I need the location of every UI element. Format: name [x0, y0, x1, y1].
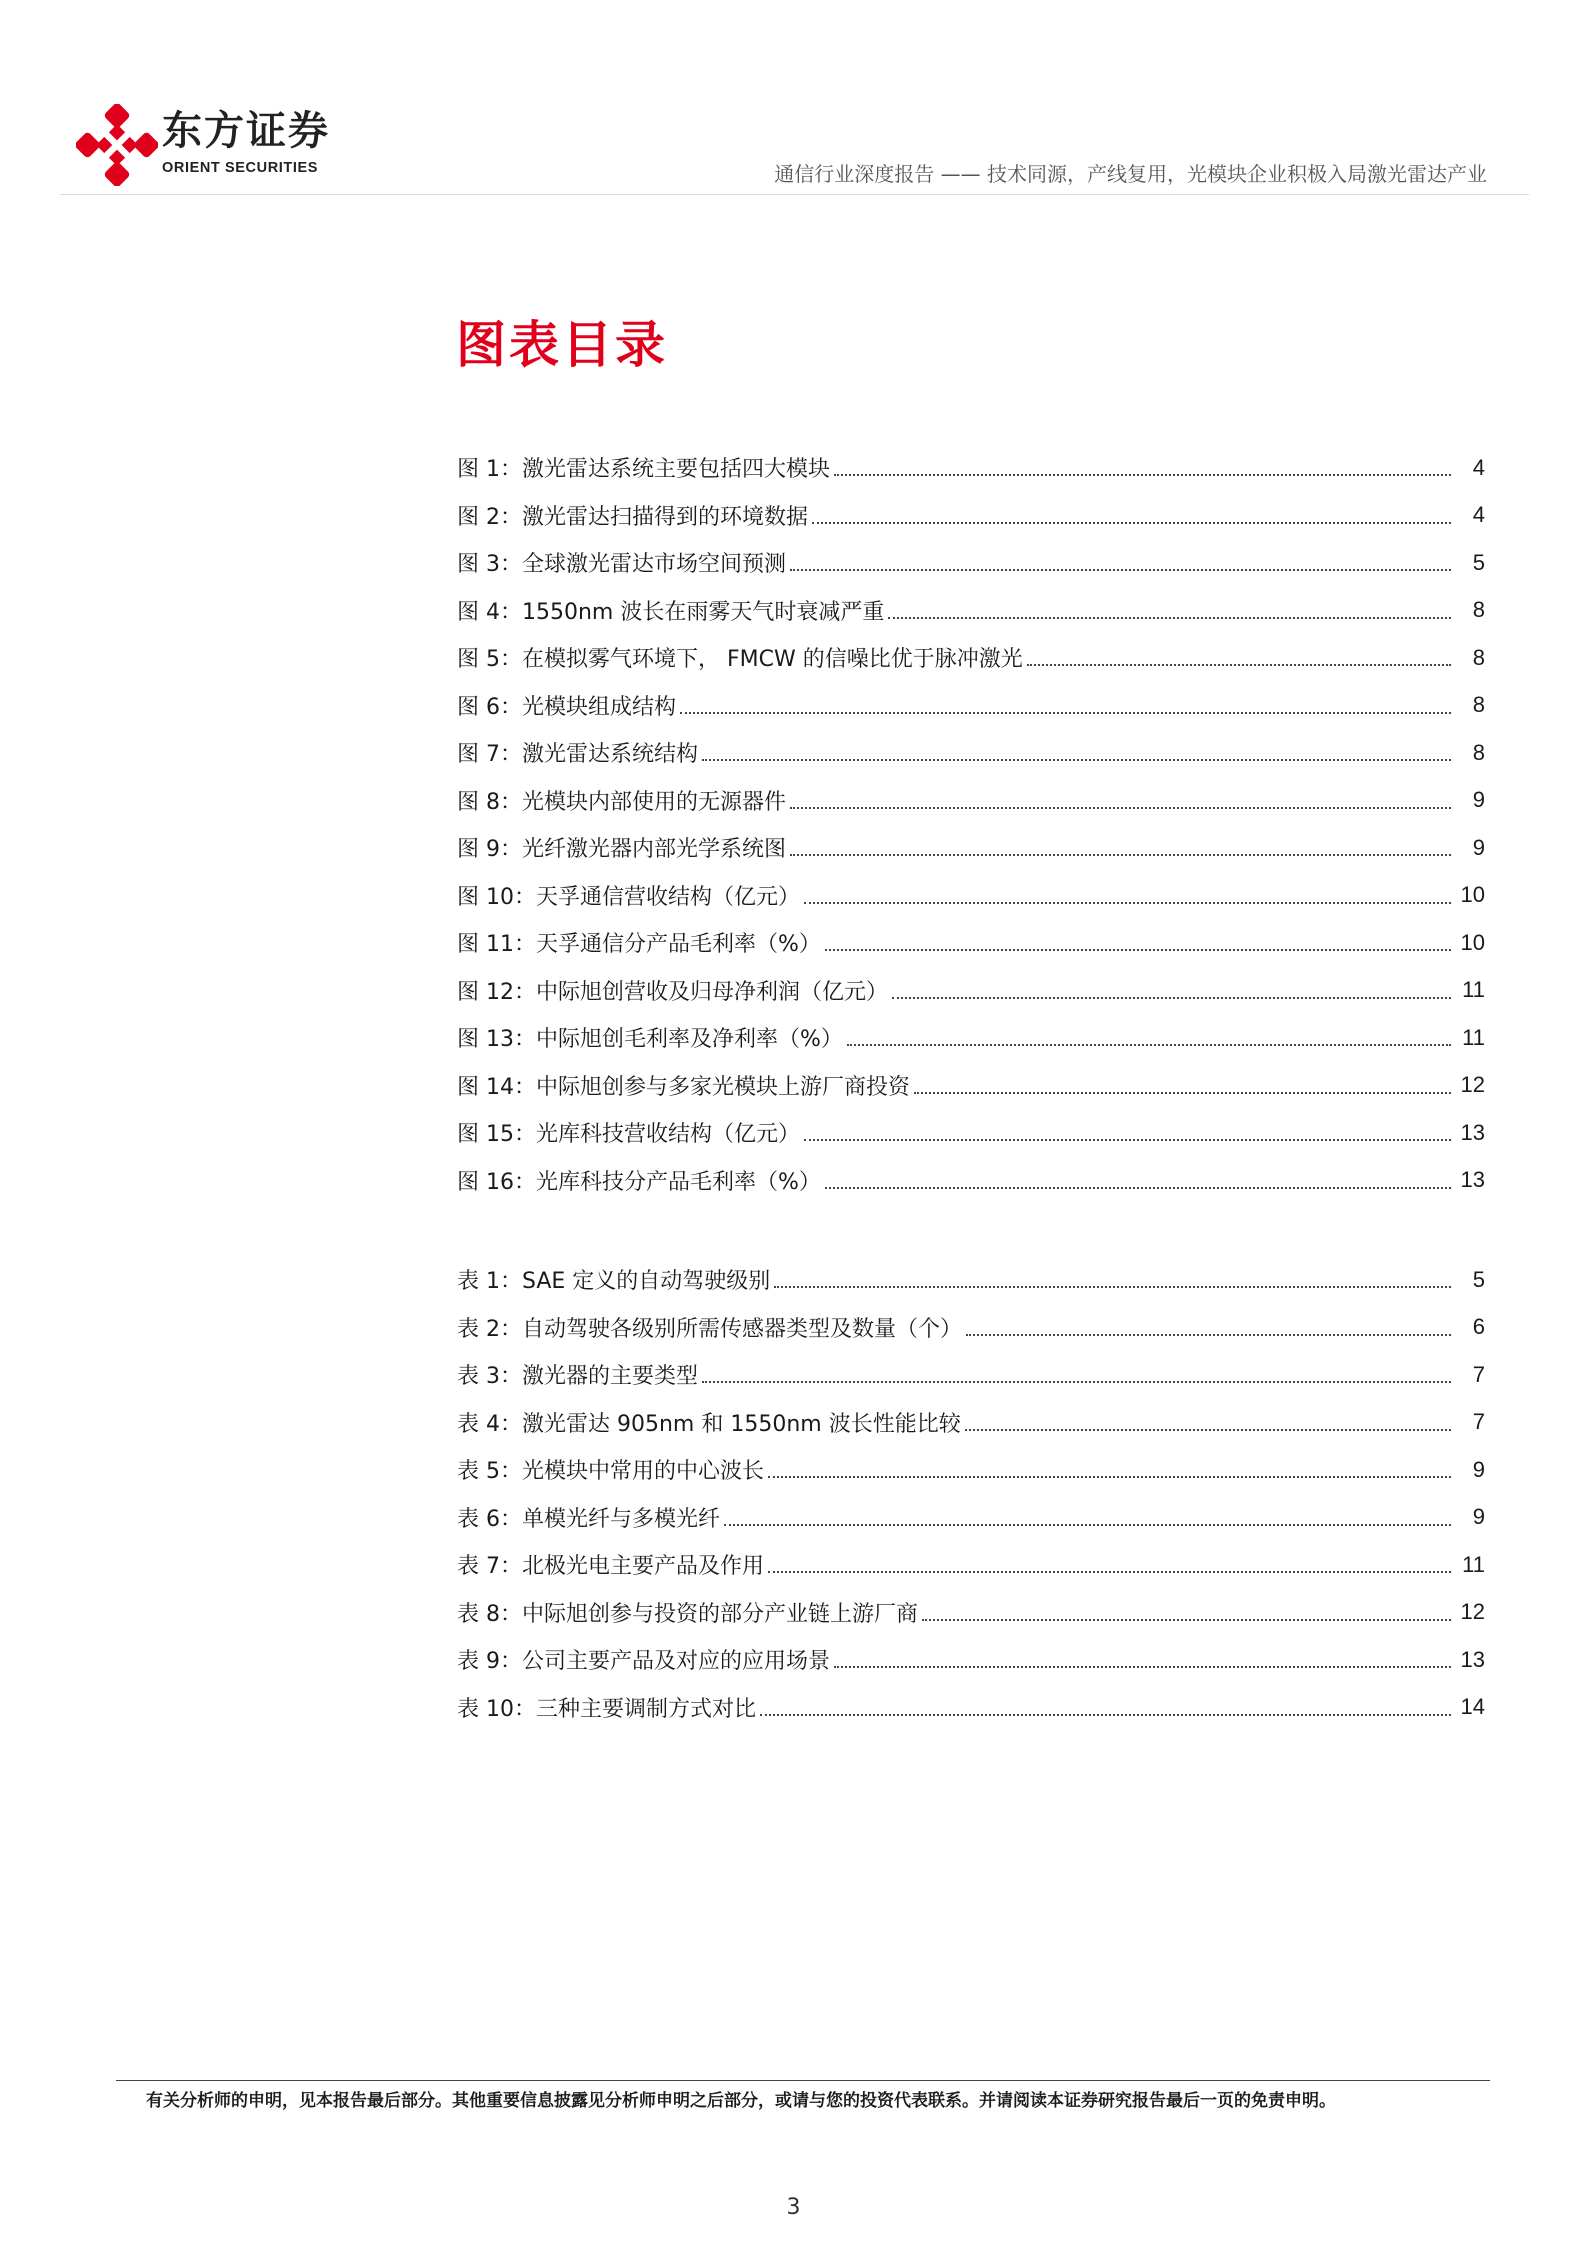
toc-entry-label: 图 15：光库科技营收结构（亿元）: [457, 1122, 800, 1148]
toc-entry[interactable]: [457, 1684, 1485, 1732]
toc-entry-label: 表 7：北极光电主要产品及作用: [457, 1554, 764, 1580]
toc-dot-leader: [966, 1333, 1451, 1336]
toc-dot-leader: [804, 1138, 1451, 1141]
table-list: [457, 1256, 1485, 1731]
toc-entry[interactable]: [457, 492, 1485, 540]
toc-dot-leader: [922, 1618, 1451, 1621]
toc-entry-label: 图 12：中际旭创营收及归母净利润（亿元）: [457, 979, 888, 1005]
toc-entry[interactable]: [457, 444, 1485, 492]
toc-entry-page: 8: [1472, 739, 1485, 765]
toc-entry[interactable]: [457, 967, 1485, 1015]
toc-entry[interactable]: [457, 1304, 1485, 1352]
toc-entry[interactable]: [457, 919, 1485, 967]
toc-entry[interactable]: [457, 729, 1485, 777]
toc-entry-page: 12: [1460, 1599, 1485, 1625]
toc-dot-leader: [680, 711, 1451, 714]
toc-entry-page: 12: [1460, 1072, 1485, 1098]
toc-entry-page: 13: [1460, 1646, 1485, 1672]
toc-entry-label: 图 11：天孚通信分产品毛利率（%）: [457, 932, 821, 958]
toc-dot-leader: [768, 1475, 1451, 1478]
toc-entry[interactable]: [457, 824, 1485, 872]
toc-entry[interactable]: [457, 1256, 1485, 1304]
toc-entry[interactable]: [457, 1494, 1485, 1542]
toc-dot-leader: [702, 1380, 1451, 1383]
toc-entry[interactable]: [457, 1109, 1485, 1157]
toc-entry[interactable]: [457, 634, 1485, 682]
toc-entry-page: 11: [1462, 1551, 1485, 1577]
toc-entry-label: 图 9：光纤激光器内部光学系统图: [457, 837, 786, 863]
toc-entry-label: 表 4：激光雷达 905nm 和 1550nm 波长性能比较: [457, 1411, 961, 1437]
toc-entry-label: 图 13：中际旭创毛利率及净利率（%）: [457, 1027, 843, 1053]
toc-dot-leader: [847, 1043, 1451, 1046]
toc-entry-label: 图 5：在模拟雾气环境下， FMCW 的信噪比优于脉冲激光: [457, 647, 1023, 673]
toc-entry-page: 14: [1460, 1694, 1485, 1720]
toc-entry-page: 4: [1472, 502, 1485, 528]
header-divider: [60, 194, 1529, 195]
toc-entry-page: 11: [1462, 1024, 1485, 1050]
toc-dot-leader: [774, 1285, 1451, 1288]
toc-entry-page: 11: [1462, 977, 1485, 1003]
toc-entry-label: 表 3：激光器的主要类型: [457, 1364, 698, 1390]
toc-entry[interactable]: [457, 682, 1485, 730]
figure-list: [457, 444, 1485, 1204]
toc-entry-page: 5: [1472, 1266, 1485, 1292]
toc-entry-label: 表 9：公司主要产品及对应的应用场景: [457, 1649, 830, 1675]
toc-entry[interactable]: [457, 539, 1485, 587]
toc-entry[interactable]: [457, 1351, 1485, 1399]
toc-entry[interactable]: [457, 777, 1485, 825]
toc-entry[interactable]: [457, 1541, 1485, 1589]
brand-name-en: ORIENT SECURITIES: [162, 160, 319, 176]
toc-dot-leader: [812, 521, 1451, 524]
toc-entry-label: 表 10：三种主要调制方式对比: [457, 1696, 756, 1722]
toc-entry-page: 8: [1472, 597, 1485, 623]
toc-dot-leader: [768, 1570, 1451, 1573]
toc-entry-label: 图 4：1550nm 波长在雨雾天气时衰减严重: [457, 599, 885, 625]
toc-entry-page: 9: [1472, 787, 1485, 813]
orient-securities-logo-icon: [76, 104, 158, 186]
toc-entry-label: 图 2：激光雷达扫描得到的环境数据: [457, 504, 808, 530]
toc-entry[interactable]: [457, 1399, 1485, 1447]
toc-dot-leader: [914, 1091, 1451, 1094]
toc-entry-page: 5: [1472, 549, 1485, 575]
toc-entry-label: 图 10：天孚通信营收结构（亿元）: [457, 884, 800, 910]
toc-entry-page: 9: [1472, 834, 1485, 860]
toc-entry-label: 图 3：全球激光雷达市场空间预测: [457, 552, 786, 578]
toc-entry-label: 表 1：SAE 定义的自动驾驶级别: [457, 1269, 771, 1295]
toc-entry-label: 表 6：单模光纤与多模光纤: [457, 1506, 720, 1532]
toc-dot-leader: [834, 473, 1451, 476]
toc-dot-leader: [1027, 663, 1451, 666]
toc-entry-label: 图 6：光模块组成结构: [457, 694, 676, 720]
toc-entry[interactable]: [457, 1589, 1485, 1637]
toc-dot-leader: [825, 948, 1451, 951]
footer-divider: [116, 2080, 1490, 2081]
toc-entry-label: 图 1：激光雷达系统主要包括四大模块: [457, 457, 830, 483]
toc-entry-page: 10: [1460, 929, 1485, 955]
toc-entry-label: 图 7：激光雷达系统结构: [457, 742, 698, 768]
toc-dot-leader: [724, 1523, 1451, 1526]
toc-entry-page: 6: [1472, 1314, 1485, 1340]
toc-entry[interactable]: [457, 1446, 1485, 1494]
page-number: 3: [786, 2195, 801, 2220]
toc-entry[interactable]: [457, 872, 1485, 920]
toc-dot-leader: [892, 996, 1451, 999]
toc-dot-leader: [888, 616, 1451, 619]
toc-entry-label: 图 14：中际旭创参与多家光模块上游厂商投资: [457, 1074, 910, 1100]
page-header: [0, 0, 1587, 200]
toc-entry-label: 表 5：光模块中常用的中心波长: [457, 1459, 764, 1485]
toc-entry-page: 4: [1472, 454, 1485, 480]
toc-dot-leader: [834, 1665, 1451, 1668]
toc-dot-leader: [760, 1713, 1451, 1716]
toc-dot-leader: [965, 1428, 1451, 1431]
toc-dot-leader: [790, 806, 1451, 809]
toc-entry[interactable]: [457, 1014, 1485, 1062]
toc-entry[interactable]: [457, 1062, 1485, 1110]
toc-entry-page: 7: [1472, 1409, 1485, 1435]
report-title: 通信行业深度报告 —— 技术同源，产线复用，光模块企业积极入局激光雷达产业: [774, 162, 1487, 186]
toc-entry-page: 9: [1472, 1504, 1485, 1530]
toc-entry[interactable]: [457, 1636, 1485, 1684]
toc-entry[interactable]: [457, 587, 1485, 635]
toc-entry-label: 表 2：自动驾驶各级别所需传感器类型及数量（个）: [457, 1316, 962, 1342]
footer-disclaimer: 有关分析师的申明，见本报告最后部分。其他重要信息披露见分析师申明之后部分，或请与您的投资代表联系。并请阅读本证券研究报告最后一页的免责申明。: [146, 2091, 1336, 2111]
toc-entry-label: 图 16：光库科技分产品毛利率（%）: [457, 1169, 821, 1195]
toc-entry-page: 7: [1472, 1361, 1485, 1387]
toc-entry-page: 13: [1460, 1119, 1485, 1145]
toc-dot-leader: [804, 901, 1451, 904]
toc-entry-page: 10: [1460, 882, 1485, 908]
toc-entry-page: 8: [1472, 644, 1485, 670]
toc-entry-page: 8: [1472, 692, 1485, 718]
toc-entry-label: 图 8：光模块内部使用的无源器件: [457, 789, 786, 815]
toc-entry[interactable]: [457, 1157, 1485, 1205]
brand-name-cn: 东方证券: [162, 108, 330, 154]
toc-heading: 图表目录: [456, 316, 668, 374]
toc-entry-label: 表 8：中际旭创参与投资的部分产业链上游厂商: [457, 1601, 918, 1627]
toc-entry-page: 13: [1460, 1167, 1485, 1193]
toc-dot-leader: [790, 853, 1451, 856]
toc-dot-leader: [825, 1186, 1451, 1189]
toc-entry-page: 9: [1472, 1456, 1485, 1482]
toc-dot-leader: [790, 568, 1451, 571]
toc-dot-leader: [702, 758, 1451, 761]
